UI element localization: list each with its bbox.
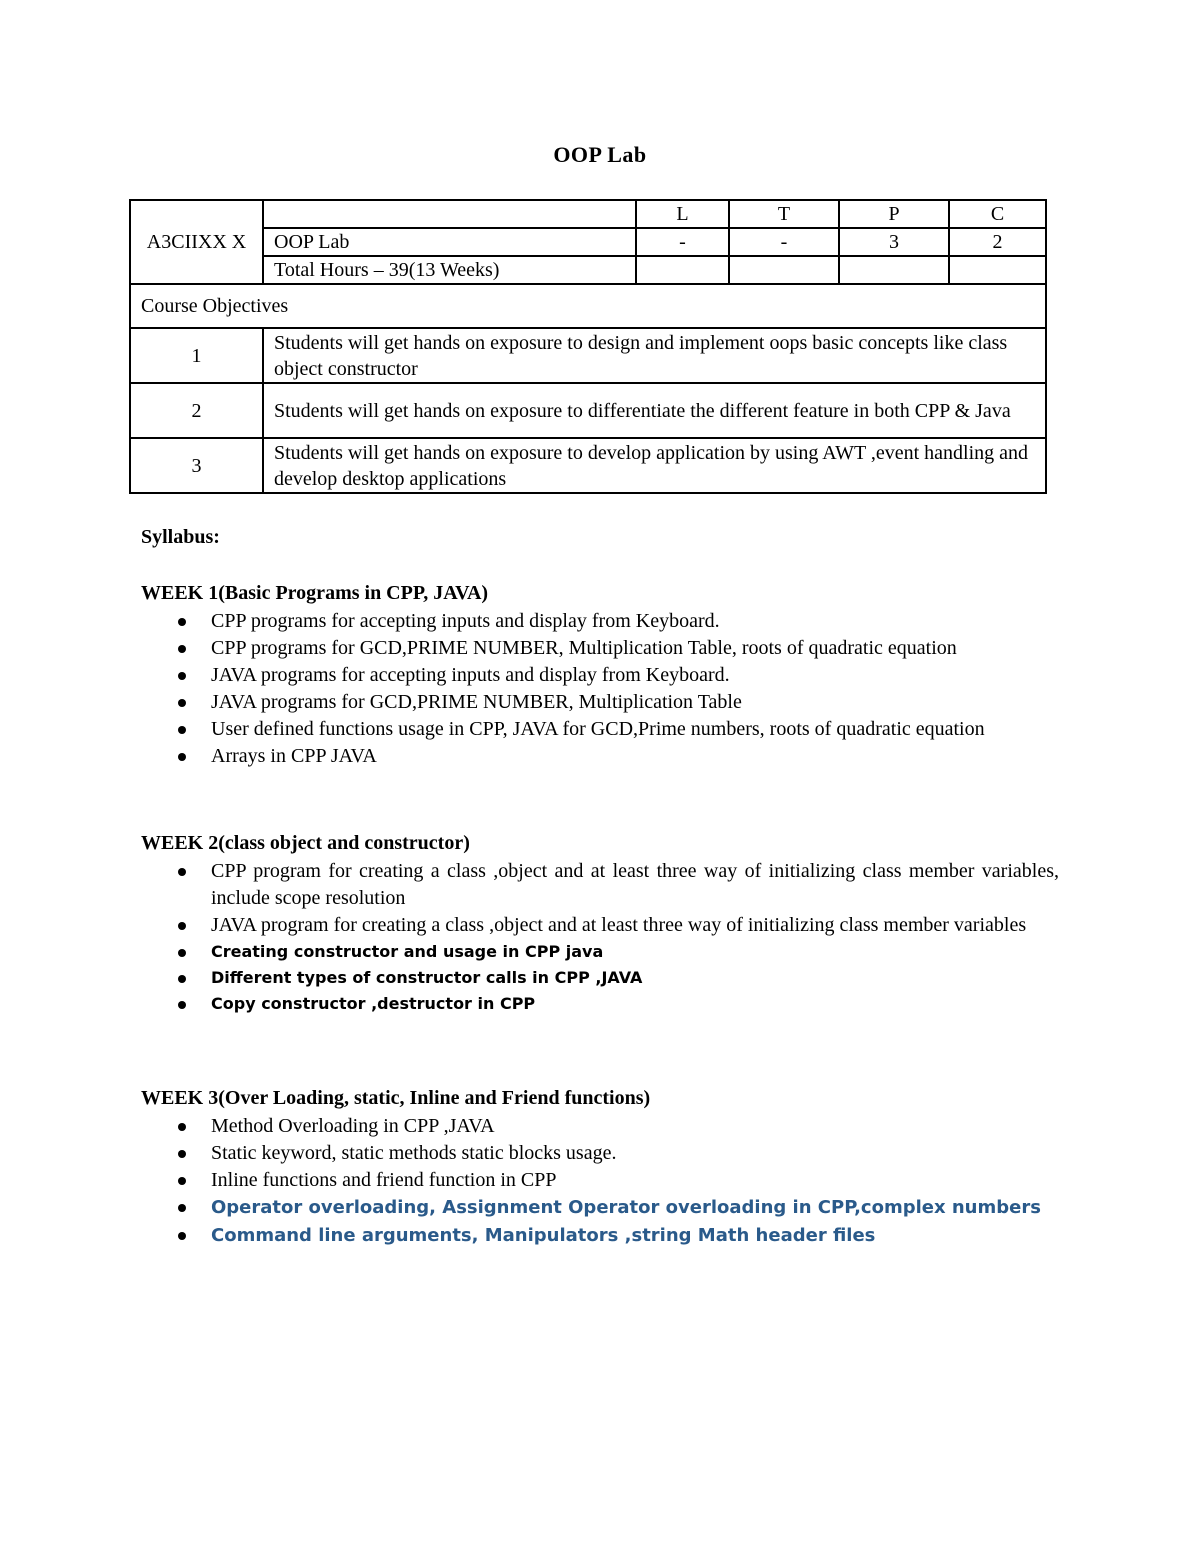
header-p: P (839, 200, 949, 228)
list-item: CPP programs for GCD,PRIME NUMBER, Multiplication Table, roots of quadratic equation (141, 635, 1059, 662)
empty-cell (839, 256, 949, 284)
syllabus-heading: Syllabus: (141, 526, 220, 548)
list-item: JAVA programs for accepting inputs and display from Keyboard. (141, 662, 1059, 689)
list-item: Operator overloading, Assignment Operator overloading in CPP,complex numbers (141, 1194, 1059, 1222)
list-item: Arrays in CPP JAVA (141, 743, 1059, 770)
list-item: CPP program for creating a class ,object and at least three way of initializing class member variables, include scope resolution (141, 858, 1059, 912)
list-item: Different types of constructor calls in CPP ,JAVA (141, 965, 1059, 991)
list-item: CPP programs for accepting inputs and display from Keyboard. (141, 608, 1059, 635)
list-item: Creating constructor and usage in CPP java (141, 939, 1059, 965)
week-2-list (141, 858, 1059, 1017)
week-3-list (141, 1113, 1059, 1250)
course-name: OOP Lab (263, 228, 636, 256)
list-item: Copy constructor ,destructor in CPP (141, 991, 1059, 1017)
list-item: Static keyword, static methods static blocks usage. (141, 1140, 1059, 1167)
week-1-list (141, 608, 1059, 770)
value-t: - (729, 228, 839, 256)
empty-cell (729, 256, 839, 284)
list-item: User defined functions usage in CPP, JAVA for GCD,Prime numbers, roots of quadratic equation (141, 716, 1059, 743)
header-t: T (729, 200, 839, 228)
header-blank (263, 200, 636, 228)
list-item: Command line arguments, Manipulators ,string Math header files (141, 1222, 1059, 1250)
objective-number: 3 (130, 438, 263, 493)
page-title: OOP Lab (553, 142, 647, 167)
value-c: 2 (949, 228, 1046, 256)
week-2-heading: WEEK 2(class object and constructor) (141, 832, 470, 854)
value-p: 3 (839, 228, 949, 256)
value-l: - (636, 228, 729, 256)
objective-text: Students will get hands on exposure to differentiate the different feature in both CPP & Java (263, 383, 1046, 438)
list-item: Method Overloading in CPP ,JAVA (141, 1113, 1059, 1140)
empty-cell (636, 256, 729, 284)
empty-cell (949, 256, 1046, 284)
list-item: JAVA programs for GCD,PRIME NUMBER, Multiplication Table (141, 689, 1059, 716)
course-table (129, 199, 1047, 494)
objective-number: 2 (130, 383, 263, 438)
week-1-heading: WEEK 1(Basic Programs in CPP, JAVA) (141, 582, 489, 604)
total-hours: Total Hours – 39(13 Weeks) (263, 256, 636, 284)
objective-number: 1 (130, 328, 263, 383)
list-item: JAVA program for creating a class ,object and at least three way of initializing class member variables (141, 912, 1059, 939)
syllabus-section (141, 522, 1059, 1250)
objectives-label: Course Objectives (130, 284, 1046, 328)
week-3-heading: WEEK 3(Over Loading, static, Inline and Friend functions) (141, 1087, 651, 1109)
objective-text: Students will get hands on exposure to design and implement oops basic concepts like class object constructor (263, 328, 1046, 383)
header-c: C (949, 200, 1046, 228)
course-code: A3CIIXX X (130, 200, 263, 284)
objective-text: Students will get hands on exposure to develop application by using AWT ,event handling and develop desktop applications (263, 438, 1046, 493)
header-l: L (636, 200, 729, 228)
list-item: Inline functions and friend function in CPP (141, 1167, 1059, 1194)
